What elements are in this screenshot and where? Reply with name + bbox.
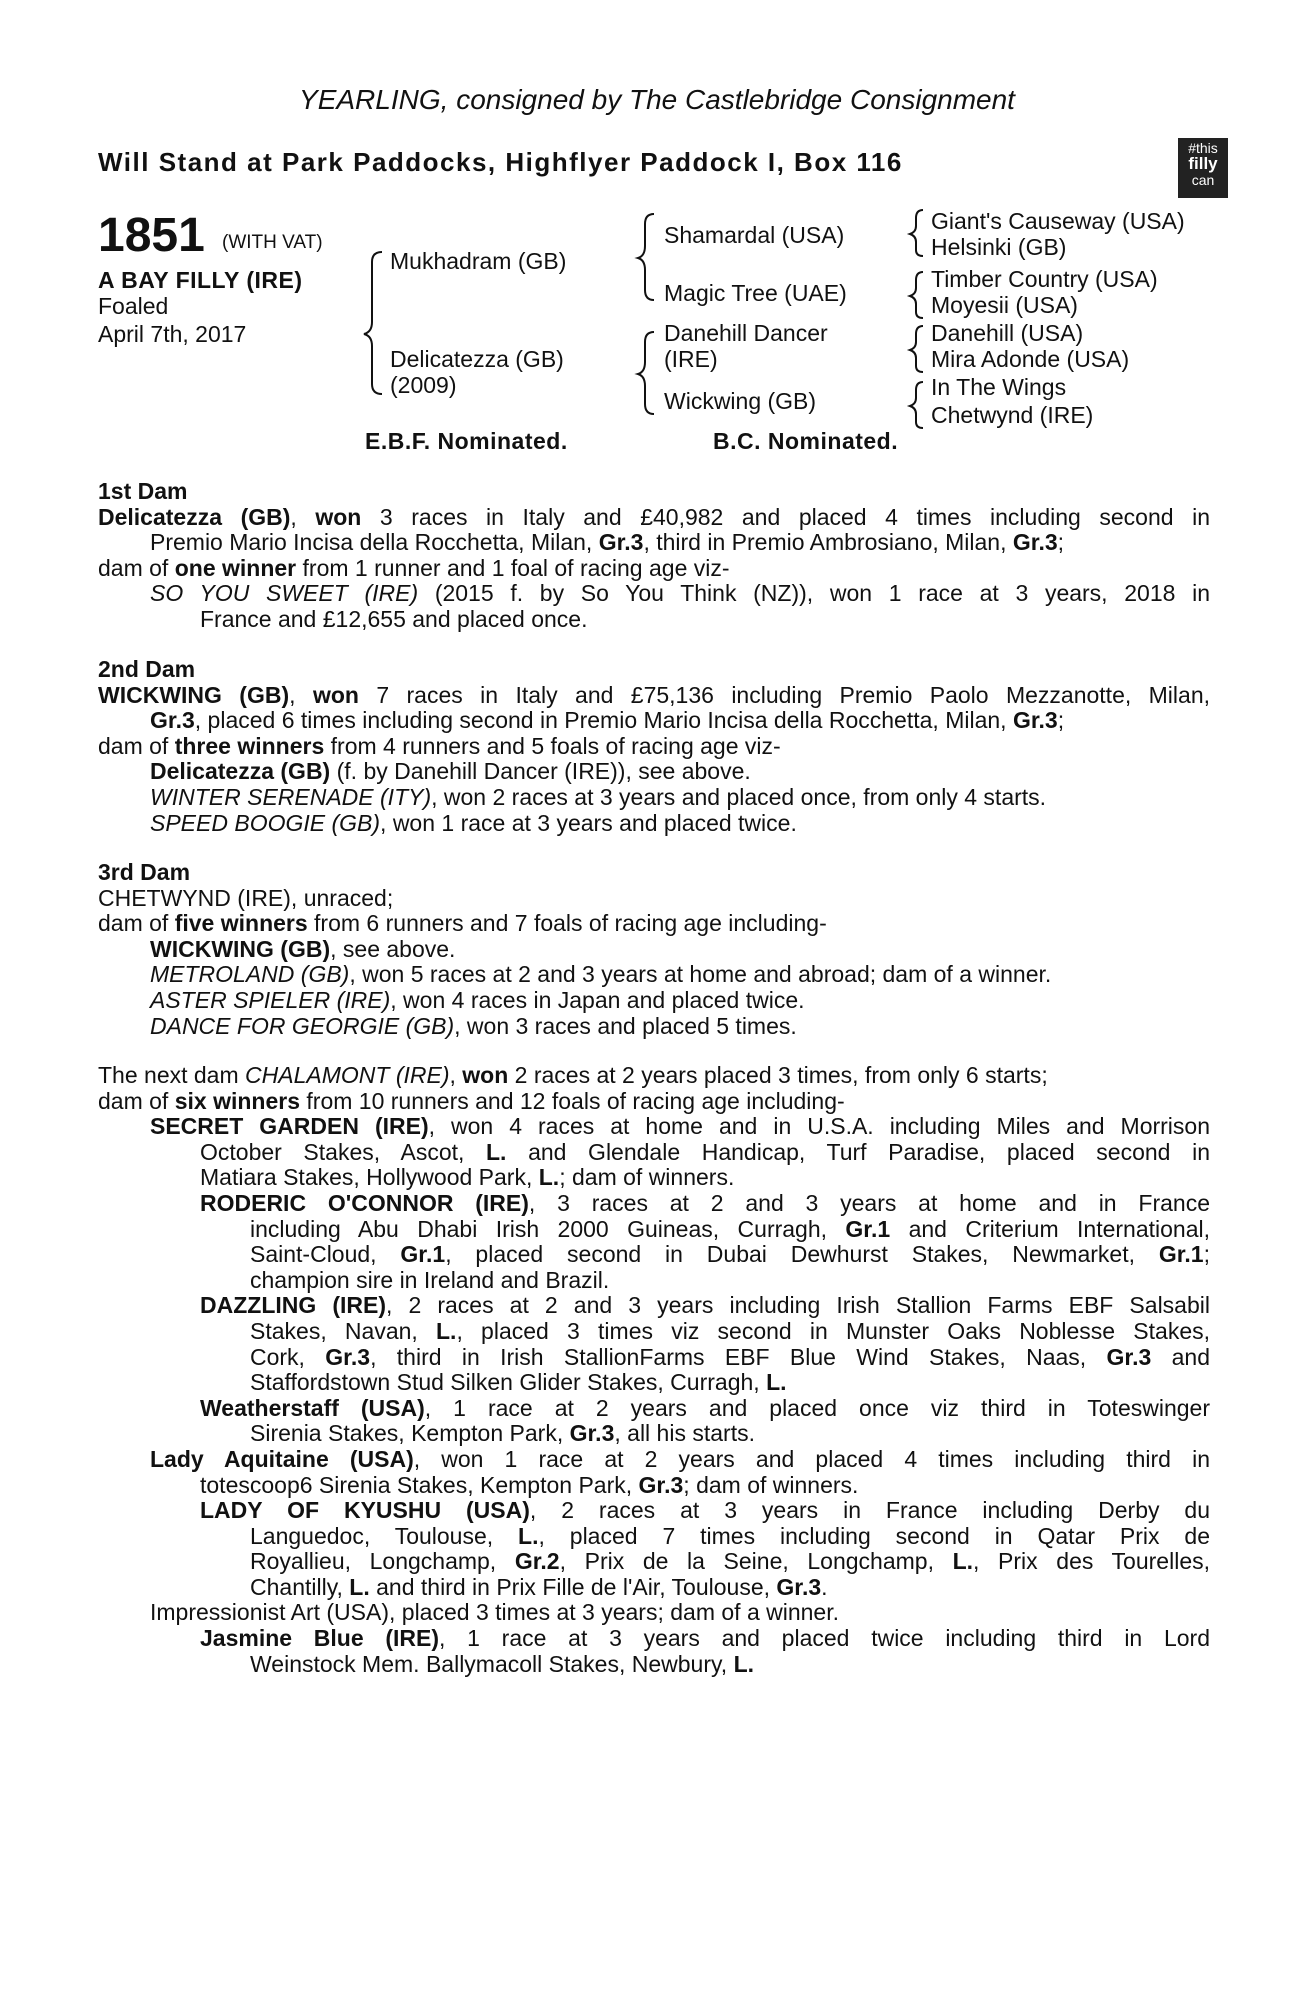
text: Sirenia Stakes, Kempton Park,: [250, 1420, 570, 1447]
offspring-name: LADY OF KYUSHU (USA): [200, 1497, 530, 1524]
text: won: [462, 1062, 509, 1088]
text: Premio Mario Incisa della Rocchetta, Milan,: [150, 529, 599, 556]
text: ;: [1057, 707, 1065, 734]
offspring-name: RODERIC O'CONNOR (IRE): [200, 1189, 529, 1216]
offspring-name: SECRET GARDEN (IRE): [150, 1113, 429, 1140]
group-grade: Gr.3: [1012, 707, 1058, 734]
vat-note: (WITH VAT): [222, 232, 323, 253]
jasmine-blue-line-2: [98, 1652, 1210, 1678]
text: Languedoc, Toulouse,: [250, 1522, 519, 1549]
second-dam-heading: 2nd Dam: [98, 656, 196, 682]
text: 7 races in Italy and £75,136 including Premio Paolo Mezzanotte, Milan,: [358, 681, 1211, 708]
text: , won 1 race at 2 years and placed 4 times including third in: [413, 1445, 1210, 1472]
group-grade: Gr.3: [638, 1471, 684, 1498]
text: from 6 runners and 7 foals of racing age including-: [307, 910, 827, 937]
roderic-line-4: champion sire in Ireland and Brazil.: [250, 1266, 610, 1293]
badge-line-2: filly: [1188, 154, 1218, 173]
first-dam-heading: 1st Dam: [98, 478, 188, 504]
text: , see above.: [330, 935, 456, 962]
dam-name: Delicatezza (GB): [98, 503, 291, 530]
next-dam-section: [98, 1063, 1210, 1677]
lady-of-kyushu-line-4: [98, 1575, 1210, 1601]
text: dam of: [98, 554, 175, 581]
group-grade: Gr.3: [1012, 529, 1058, 556]
bc-nominated: B.C. Nominated.: [713, 428, 899, 454]
text: Stakes, Navan,: [250, 1317, 436, 1344]
text: from 4 runners and 5 foals of racing age viz-: [324, 732, 781, 759]
roderic-line-3: [98, 1242, 1210, 1268]
gen4-3: Timber Country (USA): [931, 266, 1158, 292]
brace-gen2-sire: [638, 214, 654, 300]
stable-location: Will Stand at Park Paddocks, Highflyer Paddock I, Box 116: [98, 147, 903, 177]
group-grade: Gr.3: [569, 1420, 615, 1447]
gen4-8: Chetwynd (IRE): [931, 402, 1094, 428]
offspring-name: WICKWING (GB): [150, 935, 331, 962]
catalogue-header-title: YEARLING, consigned by The Castlebridge Consignment: [299, 84, 1015, 115]
text: , 1 race at 3 years and placed twice including third in Lord: [439, 1625, 1210, 1652]
gen4-1: Giant's Causeway (USA): [931, 208, 1185, 234]
dam-name: WICKWING (GB): [98, 681, 290, 708]
text: Chantilly,: [250, 1573, 350, 1600]
group-grade: Gr.2: [514, 1548, 560, 1575]
roderic-line-2: [98, 1217, 1210, 1243]
group-grade: Gr.1: [845, 1215, 891, 1242]
pedigree-dam-name: Delicatezza (GB): [390, 346, 564, 372]
text: ; dam of winners.: [683, 1471, 859, 1498]
second-dam-line-5: [98, 785, 1210, 811]
text: The next dam: [98, 1062, 246, 1088]
secret-garden-line-1: [98, 1114, 1210, 1140]
text: from 10 runners and 12 foals of racing age including-: [300, 1087, 845, 1114]
listed-grade: L.: [952, 1548, 974, 1575]
third-dam-line-5: [98, 988, 1210, 1014]
text: five winners: [174, 910, 308, 937]
offspring-name: DANCE FOR GEORGIE (GB): [150, 1012, 455, 1039]
dam-name: CHALAMONT (IRE): [245, 1062, 450, 1088]
listed-grade: L.: [766, 1369, 787, 1396]
text: Staffordstown Stud Silken Glider Stakes, Curragh,: [250, 1369, 767, 1396]
foaled-label: Foaled: [98, 293, 169, 319]
badge-line-3: can: [1191, 172, 1215, 188]
brace-gen3-3: [910, 326, 923, 372]
brace-gen2-dam: [638, 332, 654, 414]
offspring-name: Lady Aquitaine (USA): [150, 1445, 414, 1472]
text: 3 races in Italy and £40,982 and placed 4 times including second in: [361, 503, 1211, 530]
brace-gen3-2: [910, 272, 923, 318]
text: , won 3 races and placed 5 times.: [454, 1012, 797, 1039]
next-dam-line-2: [98, 1089, 1210, 1115]
text: ;: [1203, 1241, 1210, 1268]
text: October Stakes, Ascot,: [200, 1138, 486, 1165]
impressionist-art-line: Impressionist Art (USA), placed 3 times at 3 years; dam of a winner.: [150, 1599, 840, 1626]
jasmine-blue-line-1: [98, 1626, 1210, 1652]
text: totescoop6 Sirenia Stakes, Kempton Park,: [200, 1471, 639, 1498]
group-grade: Gr.3: [776, 1573, 822, 1600]
dazzling-line-1: [98, 1293, 1210, 1319]
text: three winners: [174, 732, 325, 759]
text: , 2 races at 2 and 3 years including Irish Stallion Farms EBF Salsabil: [386, 1292, 1210, 1319]
second-dam-line-1: [98, 683, 1210, 709]
text: ,: [449, 1062, 463, 1088]
offspring-name: Jasmine Blue (IRE): [200, 1625, 440, 1652]
text: , won 2 races at 3 years and placed once, from only 4 starts.: [431, 783, 1047, 810]
third-dam-line-3: [98, 937, 1210, 963]
gen4-7: In The Wings: [931, 374, 1067, 400]
listed-grade: L.: [733, 1650, 755, 1677]
text: , 2 races at 3 years in France including Derby du: [529, 1497, 1210, 1524]
third-dam-line-6: [98, 1014, 1210, 1040]
brace-gen3-1: [910, 210, 923, 256]
pedigree-dam-sire: [664, 320, 828, 372]
text: , placed 6 times including second in Premio Mario Incisa della Rocchetta, Milan,: [194, 707, 1013, 734]
second-dam-line-6: [98, 811, 1210, 837]
horse-description: A BAY FILLY (IRE): [98, 267, 303, 293]
text: 2 races at 2 years placed 3 times, from only 6 starts;: [508, 1062, 1048, 1088]
text: Matiara Stakes, Hollywood Park,: [200, 1164, 539, 1191]
group-grade: Gr.3: [150, 707, 195, 734]
pedigree-dam-sire-country: (IRE): [664, 346, 718, 372]
next-dam-line-1: [98, 1063, 1210, 1089]
text: dam of: [98, 1087, 175, 1114]
text: ; dam of winners.: [559, 1164, 735, 1191]
text: one winner: [174, 554, 297, 581]
third-dam-heading: 3rd Dam: [98, 859, 191, 885]
text: including Abu Dhabi Irish 2000 Guineas, Curragh,: [250, 1215, 846, 1242]
offspring-name: DAZZLING (IRE): [200, 1292, 386, 1319]
text: , won 1 race at 3 years and placed twice.: [380, 809, 797, 836]
offspring-name: SO YOU SWEET (IRE): [150, 580, 419, 607]
text: , all his starts.: [614, 1420, 755, 1447]
text: , won 5 races at 2 and 3 years at home and abroad; dam of a winner.: [349, 961, 1052, 988]
offspring-name: Weatherstaff (USA): [200, 1394, 425, 1421]
first-dam-line-4: [98, 581, 1210, 607]
weatherstaff-line-2: [98, 1421, 1210, 1447]
first-dam-line-1: [98, 505, 1210, 531]
second-dam-section: [98, 657, 1210, 836]
roderic-line-1: [98, 1191, 1210, 1217]
text: ;: [1057, 529, 1065, 556]
lady-of-kyushu-line-3: [98, 1549, 1210, 1575]
text: dam of: [98, 910, 175, 937]
listed-grade: L.: [538, 1164, 560, 1191]
pedigree-dam: [390, 346, 564, 398]
pedigree-dam-sire-name: Danehill Dancer: [664, 320, 828, 346]
badge-line-1: #this: [1188, 140, 1218, 156]
offspring-name: SPEED BOOGIE (GB): [150, 809, 381, 836]
text: , placed 7 times including second in Qatar Prix de: [538, 1522, 1210, 1549]
text: (2015 f. by So You Think (NZ)), won 1 race at 3 years, 2018 in: [418, 580, 1210, 607]
pedigree-sire-dam: Magic Tree (UAE): [664, 280, 847, 306]
first-dam-line-3: [98, 556, 1210, 582]
text: , Prix de la Seine, Longchamp,: [559, 1548, 953, 1575]
listed-grade: L.: [349, 1573, 370, 1600]
gen4-2: Helsinki (GB): [931, 234, 1067, 260]
lady-aquitaine-line-1: [98, 1447, 1210, 1473]
pedigree-dam-dam: Wickwing (GB): [664, 388, 817, 414]
second-dam-line-2: [98, 708, 1210, 734]
offspring-name: WINTER SERENADE (ITY): [150, 783, 432, 810]
brace-gen1: [364, 252, 382, 394]
lady-aquitaine-line-2: [98, 1473, 1210, 1499]
ebf-nominated: E.B.F. Nominated.: [365, 428, 568, 454]
text: , placed 3 times viz second in Munster Oaks Noblesse Stakes,: [456, 1317, 1210, 1344]
text: , Prix des Tourelles,: [973, 1548, 1210, 1575]
text: dam of: [98, 732, 175, 759]
listed-grade: L.: [486, 1138, 507, 1165]
first-dam-line-2: [98, 530, 1210, 556]
pedigree-dam-year: (2009): [390, 372, 457, 398]
text: , won 4 races in Japan and placed twice.: [390, 986, 805, 1013]
text: Saint-Cloud,: [250, 1241, 401, 1268]
text: ,: [290, 503, 316, 530]
text: , 3 races at 2 and 3 years at home and in France: [528, 1189, 1210, 1216]
text: , placed second in Dubai Dewhurst Stakes, Newmarket,: [445, 1241, 1159, 1268]
text: won: [315, 503, 362, 530]
lady-of-kyushu-line-1: [98, 1498, 1210, 1524]
gen4-5: Danehill (USA): [931, 320, 1084, 346]
dazzling-line-2: [98, 1319, 1210, 1345]
offspring-name: Delicatezza (GB): [150, 758, 331, 785]
secret-garden-line-2: [98, 1140, 1210, 1166]
group-grade: Gr.3: [1106, 1343, 1152, 1370]
listed-grade: L.: [436, 1317, 457, 1344]
pedigree-sire: Mukhadram (GB): [390, 248, 567, 274]
lady-of-kyushu-line-2: [98, 1524, 1210, 1550]
text: won: [312, 681, 359, 708]
group-grade: Gr.3: [598, 529, 644, 556]
text: and Criterium International,: [890, 1215, 1210, 1242]
dazzling-line-4: [98, 1370, 1210, 1396]
offspring-name: ASTER SPIELER (IRE): [150, 986, 391, 1013]
group-grade: Gr.1: [400, 1241, 446, 1268]
text: and Glendale Handicap, Turf Paradise, placed second in: [506, 1138, 1210, 1165]
third-dam-section: [98, 860, 1210, 1039]
third-dam-line-1: CHETWYND (IRE), unraced;: [98, 884, 394, 911]
text: from 1 runner and 1 foal of racing age viz-: [296, 554, 730, 581]
group-grade: Gr.3: [325, 1343, 371, 1370]
text: , third in Irish StallionFarms EBF Blue Wind Stakes, Naas,: [370, 1343, 1107, 1370]
gen4-4: Moyesii (USA): [931, 292, 1078, 318]
first-dam-line-5: France and £12,655 and placed once.: [200, 605, 588, 632]
text: Weinstock Mem. Ballymacoll Stakes, Newbury,: [250, 1650, 734, 1677]
text: and third in Prix Fille de l'Air, Toulouse,: [369, 1573, 777, 1600]
text: ,: [289, 681, 313, 708]
lot-number: 1851: [98, 209, 205, 262]
gen4-6: Mira Adonde (USA): [931, 346, 1130, 372]
text: Royallieu, Longchamp,: [250, 1548, 515, 1575]
weatherstaff-line-1: [98, 1396, 1210, 1422]
dazzling-line-3: [98, 1345, 1210, 1371]
pedigree-sire-sire: Shamardal (USA): [664, 222, 845, 248]
text: and: [1151, 1343, 1210, 1370]
text: Cork,: [250, 1343, 326, 1370]
text: (f. by Danehill Dancer (IRE)), see above.: [330, 758, 751, 785]
text: six winners: [174, 1087, 300, 1114]
text: , 1 race at 2 years and placed once viz third in Toteswinger: [424, 1394, 1210, 1421]
secret-garden-line-3: [98, 1165, 1210, 1191]
text: , third in Premio Ambrosiano, Milan,: [643, 529, 1013, 556]
group-grade: Gr.1: [1158, 1241, 1204, 1268]
offspring-name: METROLAND (GB): [150, 961, 350, 988]
foaled-date: April 7th, 2017: [98, 321, 247, 347]
second-dam-line-4: [98, 759, 1210, 785]
first-dam-section: [98, 479, 1210, 633]
third-dam-line-4: [98, 962, 1210, 988]
text: , won 4 races at home and in U.S.A. including Miles and Morrison: [428, 1113, 1210, 1140]
text: .: [821, 1573, 828, 1600]
brace-gen3-4: [910, 382, 923, 428]
third-dam-line-2: [98, 911, 1210, 937]
second-dam-line-3: [98, 734, 1210, 760]
listed-grade: L.: [518, 1522, 539, 1549]
